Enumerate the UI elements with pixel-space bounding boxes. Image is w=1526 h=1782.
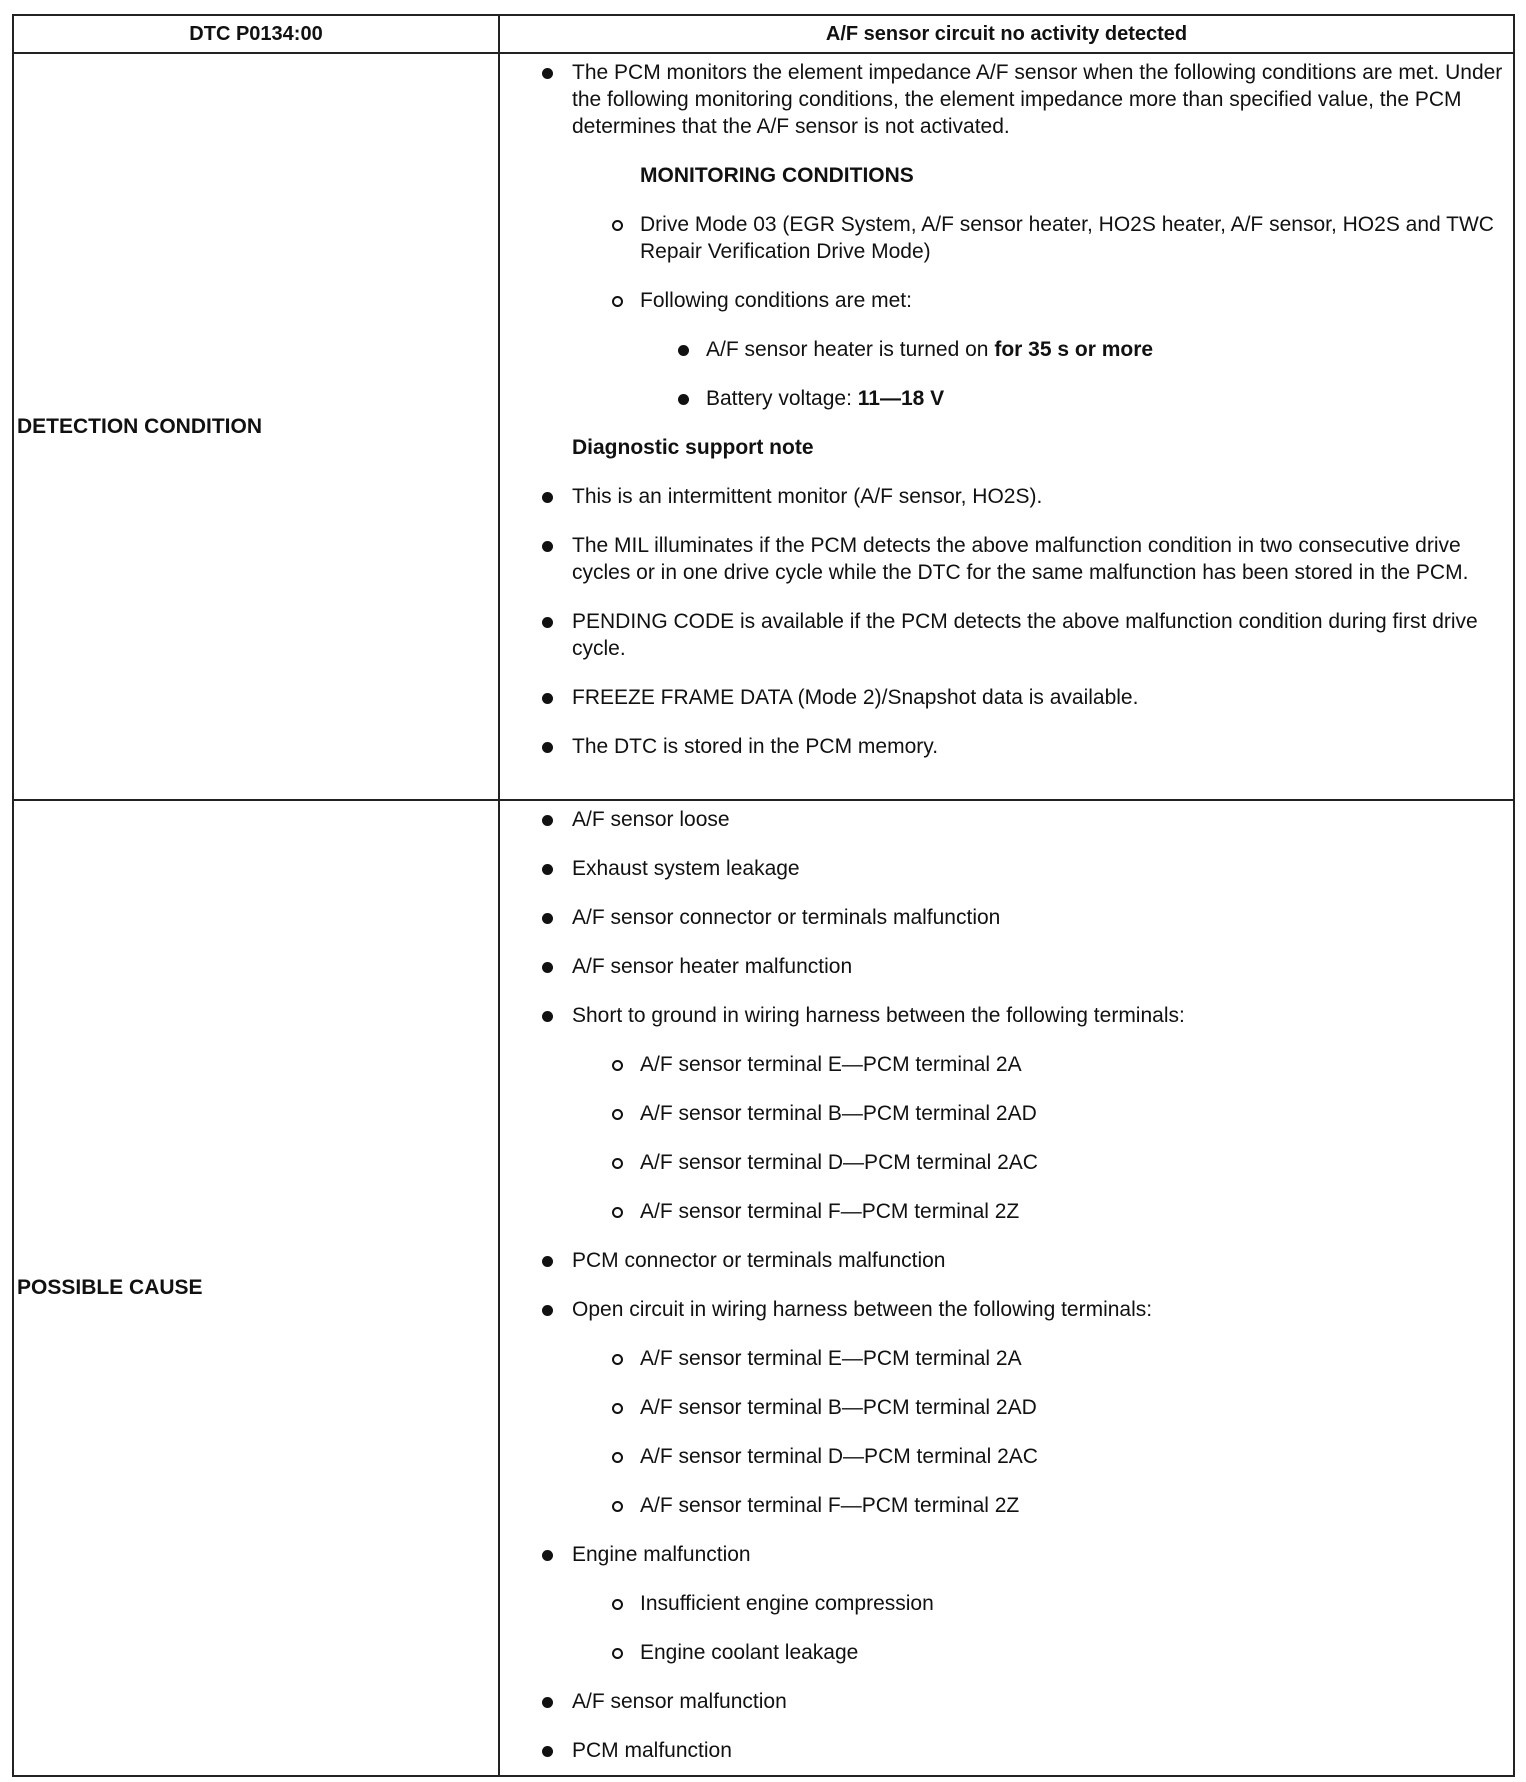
header-row [13,15,1514,53]
engine-sub-item: Engine coolant leakage [500,1639,1513,1666]
support-note: PENDING CODE is available if the PCM detects the above malfunction condition during first drive cycle. [500,608,1513,662]
cause-item: PCM connector or terminals malfunction [500,1247,1513,1274]
heater-condition [500,336,1513,363]
heater-value: for 35 s or more [994,338,1154,361]
following-conditions-item: Following conditions are met: [500,287,1513,314]
cause-item: A/F sensor malfunction [500,1688,1513,1715]
open-terminal-item: A/F sensor terminal F—PCM terminal 2Z [500,1492,1513,1519]
detection-content [499,53,1514,800]
short-terminal-item: A/F sensor terminal E—PCM terminal 2A [500,1051,1513,1078]
dtc-code: DTC P0134:00 [13,15,499,53]
cause-item: Engine malfunction [500,1541,1513,1568]
battery-value: 11—18 V [857,387,945,410]
open-terminal-item: A/F sensor terminal E—PCM terminal 2A [500,1345,1513,1372]
cause-item: A/F sensor loose [500,806,1513,833]
support-note: The DTC is stored in the PCM memory. [500,733,1513,760]
dtc-table [12,14,1515,1777]
drive-mode-item: Drive Mode 03 (EGR System, A/F sensor heater, HO2S heater, A/F sensor, HO2S and TWC Repair Verification Drive Mode) [500,211,1513,265]
causes-label: POSSIBLE CAUSE [13,800,499,1776]
dtc-title: A/F sensor circuit no activity detected [499,15,1514,53]
open-terminal-item: A/F sensor terminal D—PCM terminal 2AC [500,1443,1513,1470]
cause-item: Short to ground in wiring harness between the following terminals: [500,1002,1513,1029]
open-terminal-item: A/F sensor terminal B—PCM terminal 2AD [500,1394,1513,1421]
cause-item: A/F sensor connector or terminals malfunction [500,904,1513,931]
battery-condition [500,385,1513,412]
causes-content [499,800,1514,1776]
heater-prefix: A/F sensor heater is turned on [706,338,995,361]
engine-sub-item: Insufficient engine compression [500,1590,1513,1617]
cause-item: PCM malfunction [500,1737,1513,1764]
cause-item: Open circuit in wiring harness between the following terminals: [500,1296,1513,1323]
detection-row [13,53,1514,800]
detection-intro: The PCM monitors the element impedance A/F sensor when the following conditions are met. Under the following monitoring conditions, the element impedance more than specified value, the PCM determines that the A/F sensor is not activated. [500,59,1513,140]
support-note: The MIL illuminates if the PCM detects the above malfunction condition in two consecutive drive cycles or in one drive cycle while the DTC for the same malfunction has been stored in the PCM. [500,532,1513,586]
cause-item: A/F sensor heater malfunction [500,953,1513,980]
monitoring-heading: MONITORING CONDITIONS [640,164,914,187]
detection-label: DETECTION CONDITION [13,53,499,800]
causes-row [13,800,1514,1776]
support-heading: Diagnostic support note [572,436,814,459]
cause-item: Exhaust system leakage [500,855,1513,882]
support-note: This is an intermittent monitor (A/F sensor, HO2S). [500,483,1513,510]
battery-prefix: Battery voltage: [706,387,858,410]
support-note: FREEZE FRAME DATA (Mode 2)/Snapshot data is available. [500,684,1513,711]
short-terminal-item: A/F sensor terminal F—PCM terminal 2Z [500,1198,1513,1225]
short-terminal-item: A/F sensor terminal D—PCM terminal 2AC [500,1149,1513,1176]
short-terminal-item: A/F sensor terminal B—PCM terminal 2AD [500,1100,1513,1127]
